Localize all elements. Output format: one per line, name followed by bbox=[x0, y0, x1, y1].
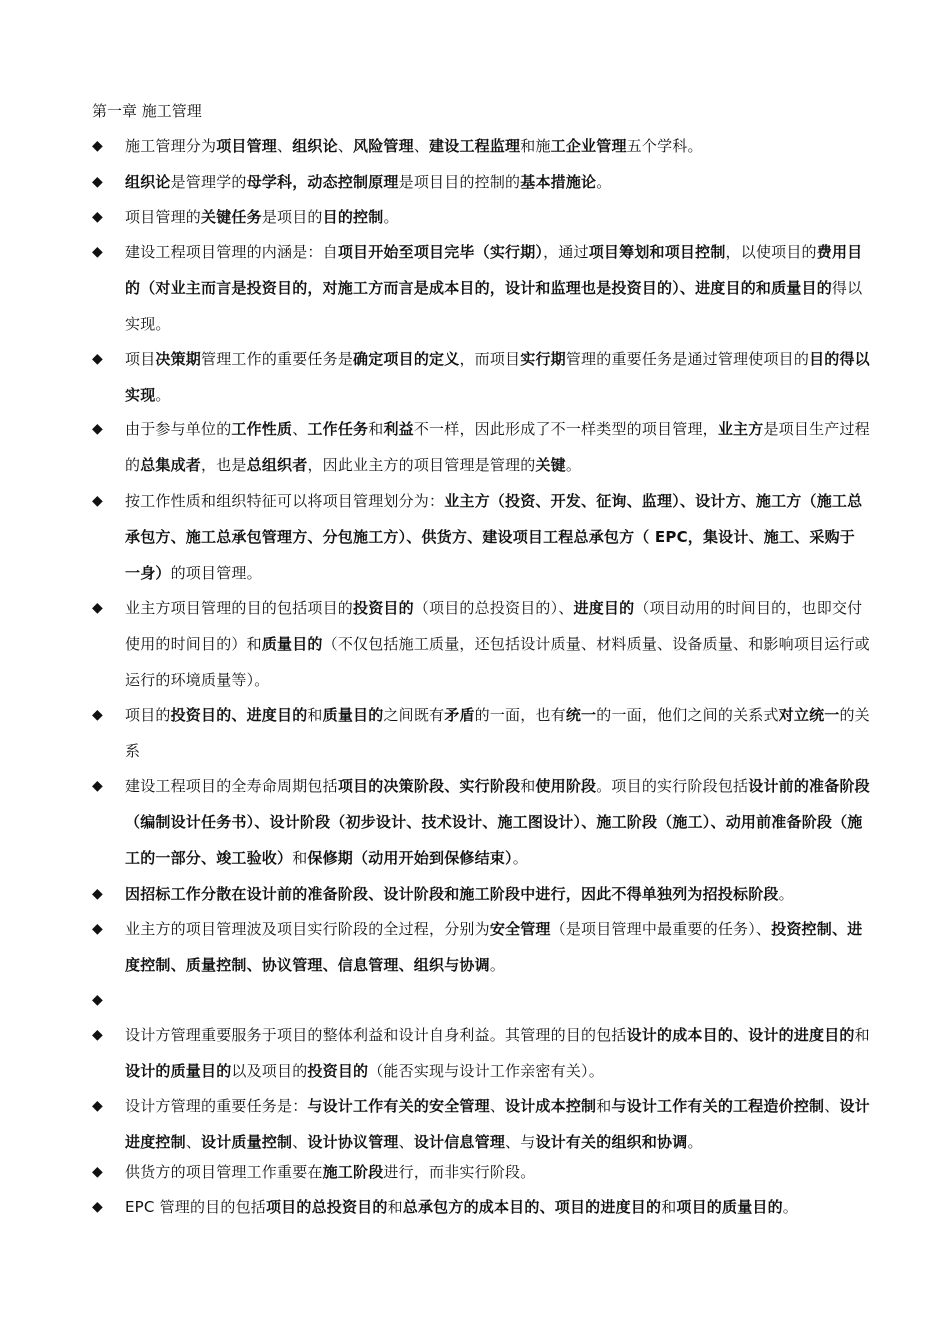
text-segment: （能否实现与设计工作亲密有关）。 bbox=[368, 1062, 604, 1080]
text-segment: ，以使项目的 bbox=[725, 243, 817, 261]
text-segment: 建设工程项目的全寿命周期包括 bbox=[125, 777, 338, 795]
text-segment: 、 bbox=[413, 137, 430, 155]
text-segment: 得以实现。 bbox=[125, 279, 863, 333]
text-segment: 项目 bbox=[125, 350, 156, 368]
bold-text-segment: 关键 bbox=[535, 456, 566, 474]
bold-text-segment: 设计信息管理 bbox=[413, 1133, 506, 1151]
bold-text-segment: 设计进度控制 bbox=[125, 1097, 870, 1151]
text-segment: （项目的总投资目的）、 bbox=[413, 599, 574, 617]
bold-text-segment: 项目的决策阶段、实行阶段 bbox=[337, 777, 521, 795]
text-segment: ，因此业主方的项目管理是管理的 bbox=[307, 456, 536, 474]
text-segment: （不仅包括施工质量，还包括设计质量、材料质量、设备质量、和影响项目运行或运行的环境质量等）。 bbox=[125, 635, 870, 689]
diamond-bullet-icon: ◆ bbox=[92, 174, 103, 190]
bold-text-segment: 项目的质量目的 bbox=[676, 1198, 783, 1216]
text-segment: 设计方管理重要服务于项目的整体利益和设计自身利益。其管理的目的包括 bbox=[125, 1026, 627, 1044]
list-item-text bbox=[125, 234, 870, 342]
bold-text-segment: 确定项目的定义 bbox=[353, 350, 460, 368]
bold-text-segment: 因招标工作分散在设计前的准备阶段、设计阶段和施工阶段中进行，因此不得单独列为招投标阶段 bbox=[125, 885, 779, 903]
text-segment: ，也是 bbox=[201, 456, 247, 474]
bold-text-segment: 投资控制、进度控制、质量控制、协议管理、信息管理、组织与协调 bbox=[125, 920, 863, 974]
diamond-bullet-icon: ◆ bbox=[92, 1027, 103, 1043]
text-segment: 以及项目的 bbox=[231, 1062, 308, 1080]
diamond-bullet-icon: ◆ bbox=[92, 209, 103, 225]
diamond-bullet-icon: ◆ bbox=[92, 244, 103, 260]
text-segment: 。 bbox=[687, 1133, 703, 1151]
bold-text-segment: 设计前的准备阶段（编制设计任务书）、设计阶段（初步设计、技术设计、施工图设计）、施工阶段（施工）、动用前准备阶段（施工的一部分、竣工验收） bbox=[125, 777, 870, 867]
bold-text-segment: 投资目的、进度目的 bbox=[170, 706, 308, 724]
bold-text-segment: 风险管理 bbox=[353, 137, 414, 155]
text-segment: 、 bbox=[489, 1097, 506, 1115]
text-segment: 、 bbox=[824, 1097, 840, 1115]
diamond-bullet-icon: ◆ bbox=[92, 778, 103, 794]
list-item-text bbox=[125, 876, 870, 912]
bold-text-segment: 目的控制 bbox=[322, 208, 384, 226]
text-segment: 和施 bbox=[520, 137, 551, 155]
text-segment: 和 bbox=[596, 1097, 612, 1115]
bold-text-segment: 工作性质 bbox=[231, 420, 293, 438]
bold-text-segment: 实行期 bbox=[520, 350, 566, 368]
text-segment: 供货方的项目管理工作重要在 bbox=[125, 1163, 323, 1181]
bold-text-segment: 工作任务 bbox=[307, 420, 369, 438]
text-segment: 建设工程项目管理的内涵是：自 bbox=[125, 243, 338, 261]
text-segment: 的一面，他们之间的关系式 bbox=[596, 706, 779, 724]
text-segment: 和 bbox=[520, 777, 536, 795]
diamond-bullet-icon: ◆ bbox=[92, 707, 103, 723]
list-item-text bbox=[125, 1189, 870, 1225]
diamond-bullet-icon: ◆ bbox=[92, 138, 103, 154]
bold-text-segment: 母学科，动态控制原理 bbox=[246, 173, 399, 191]
text-segment: 、 bbox=[277, 137, 293, 155]
diamond-bullet-icon: ◆ bbox=[92, 921, 103, 937]
bold-text-segment: 设计质量控制 bbox=[201, 1133, 293, 1151]
list-item-text bbox=[125, 1017, 870, 1089]
bold-text-segment: 组织论 bbox=[292, 137, 338, 155]
text-segment: 。 bbox=[596, 173, 612, 191]
diamond-bullet-icon: ◆ bbox=[92, 992, 103, 1008]
bold-text-segment: 建设工程监理 bbox=[429, 137, 521, 155]
bold-text-segment: 使用阶段 bbox=[535, 777, 597, 795]
list-item-text bbox=[125, 768, 870, 876]
text-segment: 五个学科。 bbox=[626, 137, 703, 155]
text-segment: 是项目目的控制的 bbox=[398, 173, 521, 191]
bold-text-segment: 施工阶段 bbox=[322, 1163, 384, 1181]
bold-text-segment: 决策期 bbox=[155, 350, 202, 368]
bold-text-segment: 统一 bbox=[565, 706, 597, 724]
text-segment: 管理工作的重要任务是 bbox=[201, 350, 354, 368]
text-segment: 项目的 bbox=[125, 706, 171, 724]
text-segment: 。项目的实行阶段包括 bbox=[596, 777, 749, 795]
bold-text-segment: 设计协议管理 bbox=[307, 1133, 399, 1151]
list-item-text bbox=[125, 697, 870, 769]
bold-text-segment: 总承包方的成本目的、项目的进度目的 bbox=[402, 1198, 662, 1216]
bold-text-segment: 项目的总投资目的 bbox=[265, 1198, 388, 1216]
list-item-text bbox=[125, 911, 870, 983]
diamond-bullet-icon: ◆ bbox=[92, 493, 103, 509]
text-segment: 的一面，也有 bbox=[474, 706, 566, 724]
text-segment: 业主方的项目管理波及项目实行阶段的全过程，分别为 bbox=[125, 920, 490, 938]
bold-text-segment: 总集成者 bbox=[140, 456, 202, 474]
text-segment: 设计方管理的重要任务是： bbox=[125, 1097, 308, 1115]
diamond-bullet-icon: ◆ bbox=[92, 1164, 103, 1180]
text-segment: 进行，而非实行阶段。 bbox=[383, 1163, 536, 1181]
bold-text-segment: 基本措施论 bbox=[520, 173, 597, 191]
bold-text-segment: 投资目的 bbox=[353, 599, 414, 617]
text-segment: ，通过 bbox=[543, 243, 589, 261]
text-segment: 。 bbox=[565, 456, 582, 474]
text-segment: 、与 bbox=[505, 1133, 536, 1151]
text-segment: 、 bbox=[337, 137, 354, 155]
list-item-text bbox=[125, 590, 870, 698]
bold-text-segment: 质量目的 bbox=[322, 706, 384, 724]
list-item-text bbox=[125, 1154, 870, 1190]
bold-text-segment: 项目开始至项目完毕（实行期） bbox=[337, 243, 544, 261]
text-segment: （项目动用的时间目的，也即交付使用的时间目的）和 bbox=[125, 599, 863, 653]
bold-text-segment: 业主方 bbox=[717, 420, 764, 438]
bold-text-segment: 目的得以实现 bbox=[125, 350, 870, 404]
bold-text-segment: 进度目的 bbox=[573, 599, 635, 617]
text-segment: 管理的重要任务是通过管理使项目的 bbox=[565, 350, 810, 368]
diamond-bullet-icon: ◆ bbox=[92, 1199, 103, 1215]
text-segment: 是项目生产过程的 bbox=[125, 420, 870, 474]
text-segment: 和 bbox=[307, 706, 323, 724]
list-item-text bbox=[125, 1088, 870, 1160]
text-segment: 。 bbox=[782, 1198, 798, 1216]
bold-text-segment: 与设计工作有关的安全管理 bbox=[307, 1097, 490, 1115]
diamond-bullet-icon: ◆ bbox=[92, 421, 103, 437]
text-segment: 和 bbox=[661, 1198, 677, 1216]
list-item-text bbox=[125, 164, 870, 200]
text-segment: 的项目管理。 bbox=[170, 564, 262, 582]
list-item-text bbox=[125, 341, 870, 413]
text-segment: 项目管理的 bbox=[125, 208, 202, 226]
text-segment: 施工管理分为 bbox=[125, 137, 217, 155]
list-item-text bbox=[125, 199, 870, 235]
text-segment: 、 bbox=[398, 1133, 414, 1151]
text-segment: 按工作性质和组织特征可以将项目管理划分为： bbox=[125, 492, 445, 510]
text-segment: EPC 管理的目的包括 bbox=[125, 1198, 266, 1216]
list-item-text bbox=[125, 483, 870, 591]
bold-text-segment: 组织论 bbox=[125, 173, 171, 191]
text-segment: 。 bbox=[489, 956, 506, 974]
list-item-text bbox=[125, 411, 870, 483]
text-segment: 。 bbox=[383, 208, 399, 226]
diamond-bullet-icon: ◆ bbox=[92, 600, 103, 616]
bold-text-segment: 对立统一 bbox=[778, 706, 840, 724]
text-segment: 和 bbox=[387, 1198, 403, 1216]
diamond-bullet-icon: ◆ bbox=[92, 886, 103, 902]
bold-text-segment: 安全管理 bbox=[489, 920, 551, 938]
bold-text-segment: 设计成本控制 bbox=[505, 1097, 597, 1115]
text-segment: 。 bbox=[512, 849, 528, 867]
bold-text-segment: 关键任务 bbox=[201, 208, 262, 226]
text-segment: 。 bbox=[155, 386, 171, 404]
text-segment: 是管理学的 bbox=[170, 173, 247, 191]
text-segment: 和 bbox=[292, 849, 308, 867]
bold-text-segment: 矛盾 bbox=[444, 706, 475, 724]
diamond-bullet-icon: ◆ bbox=[92, 351, 103, 367]
bold-text-segment: 与设计工作有关的工程造价控制 bbox=[611, 1097, 825, 1115]
text-segment: 业主方项目管理的目的包括项目的 bbox=[125, 599, 354, 617]
bold-text-segment: 工企业管理 bbox=[550, 137, 627, 155]
bold-text-segment: 费用目的（对业主而言是投资目的，对施工方而言是成本目的，设计和监理也是投资目的）、进度目的和质量目的 bbox=[125, 243, 863, 297]
list-item-text bbox=[125, 128, 870, 164]
bold-text-segment: 投资目的 bbox=[307, 1062, 369, 1080]
bold-text-segment: 总组织者 bbox=[246, 456, 308, 474]
bold-text-segment: 项目管理 bbox=[216, 137, 278, 155]
text-segment: 和 bbox=[854, 1026, 870, 1044]
text-segment: 由于参与单位的 bbox=[125, 420, 232, 438]
bold-text-segment: 项目筹划和项目控制 bbox=[588, 243, 726, 261]
chapter-title: 第一章 施工管理 bbox=[92, 102, 202, 120]
bold-text-segment: 设计的成本目的、设计的进度目的 bbox=[626, 1026, 855, 1044]
text-segment: 不一样，因此形成了不一样类型的项目管理， bbox=[413, 420, 718, 438]
text-segment: 、 bbox=[292, 420, 308, 438]
bold-text-segment: 设计的质量目的 bbox=[125, 1062, 232, 1080]
text-segment: 、 bbox=[185, 1133, 202, 1151]
text-segment: ，而项目 bbox=[459, 350, 521, 368]
bold-text-segment: 设计有关的组织和协调 bbox=[535, 1133, 688, 1151]
bold-text-segment: 利益 bbox=[383, 420, 414, 438]
text-segment: 是项目的 bbox=[261, 208, 323, 226]
text-segment: 和 bbox=[368, 420, 384, 438]
text-segment: 、 bbox=[292, 1133, 308, 1151]
text-segment: 之间既有 bbox=[383, 706, 445, 724]
text-segment: 。 bbox=[778, 885, 794, 903]
bold-text-segment: 业主方（投资、开发、征询、监理）、设计方、施工方（施工总承包方、施工总承包管理方、分包施工方）、供货方、建设项目工程总承包方（ EPC，集设计、施工、采购于一身） bbox=[125, 492, 863, 582]
bold-text-segment: 质量目的 bbox=[261, 635, 323, 653]
text-segment: 的关系 bbox=[125, 706, 870, 760]
text-segment: （是项目管理中最重要的任务）、 bbox=[550, 920, 772, 938]
diamond-bullet-icon: ◆ bbox=[92, 1098, 103, 1114]
bold-text-segment: 保修期（动用开始到保修结束） bbox=[307, 849, 513, 867]
